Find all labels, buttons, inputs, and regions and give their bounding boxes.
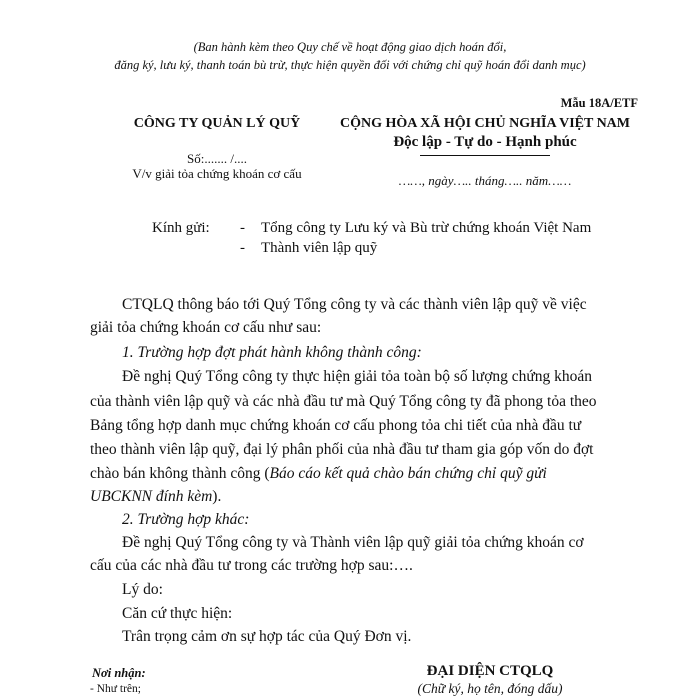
addressee-bullet: - — [240, 220, 245, 236]
case-1-text-plain: chào bán không thành công ( — [90, 465, 270, 482]
intro-paragraph-line: CTQLQ thông báo tới Quý Tổng công ty và các thành viên lập quỹ về việc — [122, 296, 587, 313]
recipients-label: Nơi nhận: — [92, 666, 146, 680]
date-line: ……, ngày….. tháng….. năm…… — [398, 173, 572, 188]
republic-title: CỘNG HÒA XÃ HỘI CHỦ NGHĨA VIỆT NAM — [339, 116, 630, 131]
recipients-item: - Như trên; — [90, 683, 141, 695]
national-motto: Độc lập - Tự do - Hạnh phúc — [393, 134, 577, 150]
case-2-text-line: Đề nghị Quý Tổng công ty và Thành viên lập quỹ giải tỏa chứng khoán cơ — [122, 534, 584, 551]
regulation-note-line-1: (Ban hành kèm theo Quy chế về hoạt động giao dịch hoán đổi, — [193, 40, 507, 54]
case-2-text-line: cấu của các nhà đầu tư trong các trường hợp sau:…. — [90, 557, 413, 574]
case-1-text-plain: ). — [212, 488, 222, 505]
addressee-label: Kính gửi: — [152, 220, 210, 236]
motto-underline — [420, 155, 550, 156]
case-1-text-line: theo thành viên lập quỹ, đại lý phân phối của nhà đầu tư tham gia góp vốn do đợt — [90, 441, 594, 458]
representative-title: ĐẠI DIỆN CTQLQ — [426, 663, 554, 679]
company-name: CÔNG TY QUẢN LÝ QUỸ — [133, 116, 301, 131]
case-1-text-line — [90, 488, 221, 506]
case-1-heading: 1. Trường hợp đợt phát hành không thành công: — [122, 344, 422, 361]
intro-paragraph-line: giải tỏa chứng khoán cơ cấu như sau: — [90, 319, 322, 336]
basis-field: Căn cứ thực hiện: — [122, 605, 233, 622]
form-code: Mẫu 18A/ETF — [560, 96, 638, 110]
case-1-text-line: Bảng tổng hợp danh mục chứng khoán cơ cấu phong tỏa chi tiết của nhà đầu tư — [90, 417, 582, 434]
closing-thanks: Trân trọng cảm ơn sự hợp tác của Quý Đơn vị. — [122, 628, 412, 645]
case-1-attachment-note: Báo cáo kết quả chào bán chứng chỉ quỹ gửi — [269, 465, 547, 482]
addressee-recipient: Thành viên lập quỹ — [261, 240, 378, 256]
case-1-attachment-note: UBCKNN đính kèm — [90, 488, 213, 505]
addressee-recipient: Tổng công ty Lưu ký và Bù trừ chứng khoán Việt Nam — [261, 220, 592, 236]
reason-field: Lý do: — [122, 581, 163, 598]
signature-note: (Chữ ký, họ tên, đóng dấu) — [417, 681, 563, 696]
case-2-heading: 2. Trường hợp khác: — [122, 511, 250, 528]
case-1-text-line: Đề nghị Quý Tổng công ty thực hiện giải tỏa toàn bộ số lượng chứng khoán — [122, 368, 593, 385]
addressee-bullet: - — [240, 240, 245, 256]
case-1-text-line: của thành viên lập quỹ và các nhà đầu tư mà Quý Tổng công ty đã phong tỏa theo — [90, 393, 597, 410]
document-number: Số:....... /.... — [187, 151, 247, 166]
case-1-text-line — [90, 465, 547, 483]
document-subject: V/v giải tỏa chứng khoán cơ cấu — [132, 166, 302, 181]
regulation-note-line-2: đăng ký, lưu ký, thanh toán bù trừ, thực hiện quyền đối với chứng chỉ quỹ hoán đổi danh mục) — [114, 58, 586, 72]
